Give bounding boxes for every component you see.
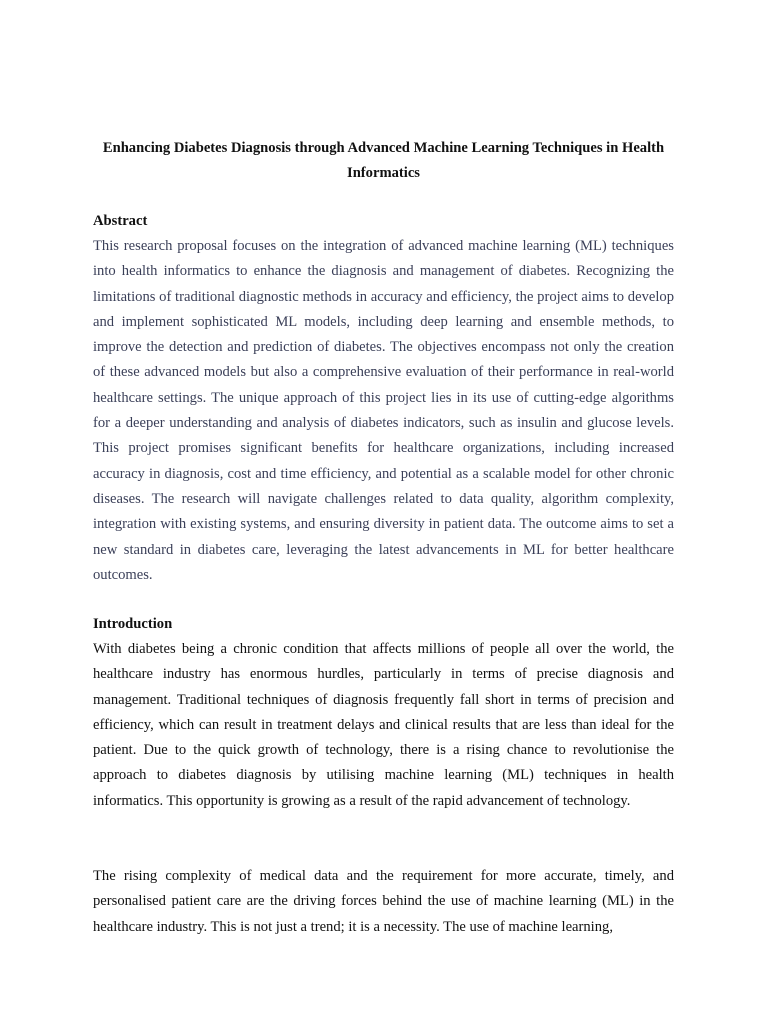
abstract-heading: Abstract — [93, 213, 148, 229]
introduction-paragraph-2: The rising complexity of medical data and the requirement for more accurate, timely, and personalised patient care are the driving forces behind the use of machine learning (ML) in the healthcare industry. This is not just a trend; it is a necessity. The use of machine learning, — [93, 868, 674, 935]
introduction-paragraph-1: With diabetes being a chronic condition that affects millions of people all over the world, the healthcare industry has enormous hurdles, particularly in terms of precise diagnosis and management. Traditional techniques of diagnosis frequently fall short in terms of precision and efficiency, which can result in treatment delays and clinical results that are less than ideal for the patient. Due to the quick growth of technology, there is a rising chance to revolutionise the approach to diabetes diagnosis by utilising machine learning (ML) techniques in health informatics. This opportunity is growing as a result of the rapid advancement of technology. — [93, 641, 674, 809]
document-title: Enhancing Diabetes Diagnosis through Advanced Machine Learning Techniques in Health Informatics — [102, 140, 665, 182]
introduction-heading: Introduction — [93, 616, 173, 632]
abstract-paragraph: This research proposal focuses on the integration of advanced machine learning (ML) techniques into health informatics to enhance the diagnosis and management of diabetes. Recognizing the limitations of traditional diagnostic methods in accuracy and efficiency, the project aims to develop and implement sophisticated ML models, including deep learning and ensemble methods, to improve the detection and prediction of diabetes. The objectives encompass not only the creation of these advanced models but also a comprehensive evaluation of their performance in real-world healthcare settings. The unique approach of this project lies in its use of cutting-edge algorithms for a deeper understanding and analysis of diabetes indicators, such as insulin and glucose levels. This project promises significant benefits for healthcare organizations, including increased accuracy in diagnosis, cost and time efficiency, and potential as a scalable model for other chronic diseases. The research will navigate challenges related to data quality, algorithm complexity, integration with existing systems, and ensuring diversity in patient data. The outcome aims to set a new standard in diabetes care, leveraging the latest advancements in ML for better healthcare outcomes. — [93, 238, 674, 583]
